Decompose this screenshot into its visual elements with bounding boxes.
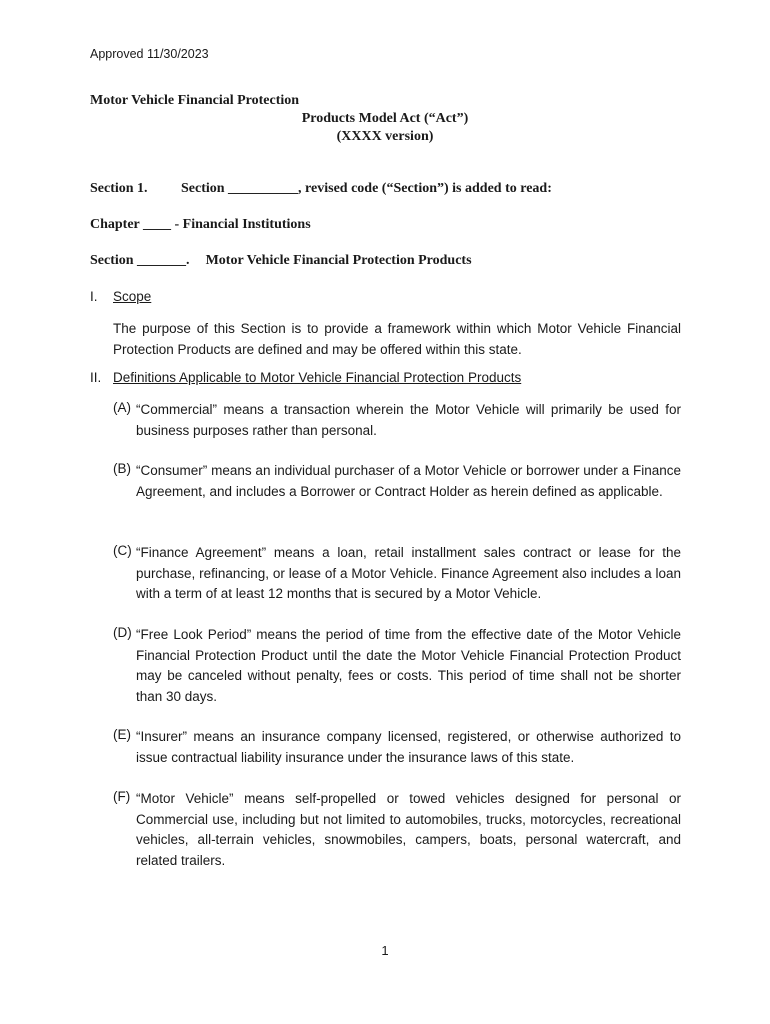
- section-1-number: Section 1.: [90, 181, 148, 196]
- part-2-numeral: II.: [90, 370, 102, 385]
- definition-e-text: “Insurer” means an insurance company licensed, registered, or otherwise authorized to issue contractual liability insurance under the insurance laws of this state.: [136, 729, 681, 765]
- definition-f-label: (F): [113, 789, 131, 804]
- definition-c-label: (C): [113, 543, 132, 558]
- section-1-text: Section __________, revised code (“Section”) is added to read:: [181, 181, 552, 196]
- definition-c-text: “Finance Agreement” means a loan, retail installment sales contract or lease for the purchase, refinancing, or lease of a Motor Vehicle. Finance Agreement also includes a loan with a term of at least 12 months that is secured by a Motor Vehicle.: [136, 545, 681, 601]
- title-line-2: Products Model Act (“Act”): [301, 111, 469, 126]
- part-1-heading: Scope: [113, 289, 152, 304]
- section-title-prefix: Section _______.: [90, 253, 190, 268]
- title-line-1: Motor Vehicle Financial Protection: [90, 93, 300, 108]
- definition-a-label: (A): [113, 400, 131, 415]
- definition-b-label: (B): [113, 461, 131, 476]
- definition-b-text: “Consumer” means an individual purchaser of a Motor Vehicle or borrower under a Finance Agreement, and includes a Borrower or Contract Holder as herein defined as applicable.: [136, 463, 681, 499]
- section-title-text: Motor Vehicle Financial Protection Products: [205, 253, 472, 268]
- section-title-line: [90, 253, 472, 269]
- part-1-numeral: I.: [90, 289, 98, 304]
- page-number: 1: [381, 943, 389, 958]
- definition-e-label: (E): [113, 727, 131, 742]
- title-line-3: (XXXX version): [336, 129, 434, 144]
- chapter-line: Chapter ____ - Financial Institutions: [90, 217, 311, 232]
- definition-f-text: “Motor Vehicle” means self-propelled or towed vehicles designed for personal or Commercial use, including but not limited to automobiles, trucks, motorcycles, recreational vehicles, all-terrain vehicles, snowmobiles, campers, boats, personal watercraft, and related trailers.: [136, 791, 681, 868]
- definition-a-text: “Commercial” means a transaction wherein the Motor Vehicle will primarily be used for business purposes rather than personal.: [136, 402, 681, 438]
- part-2-heading: Definitions Applicable to Motor Vehicle Financial Protection Products: [113, 370, 522, 385]
- definition-d-text: “Free Look Period” means the period of time from the effective date of the Motor Vehicle Financial Protection Product until the date the Motor Vehicle Financial Protection Product may be canceled without penalty, fees or costs. This period of time shall not be shorter than 30 days.: [136, 627, 681, 704]
- approval-date: Approved 11/30/2023: [90, 47, 209, 61]
- definition-d-label: (D): [113, 625, 132, 640]
- part-1-body: The purpose of this Section is to provide a framework within which Motor Vehicle Financial Protection Products are defined and may be offered within this state.: [113, 321, 681, 357]
